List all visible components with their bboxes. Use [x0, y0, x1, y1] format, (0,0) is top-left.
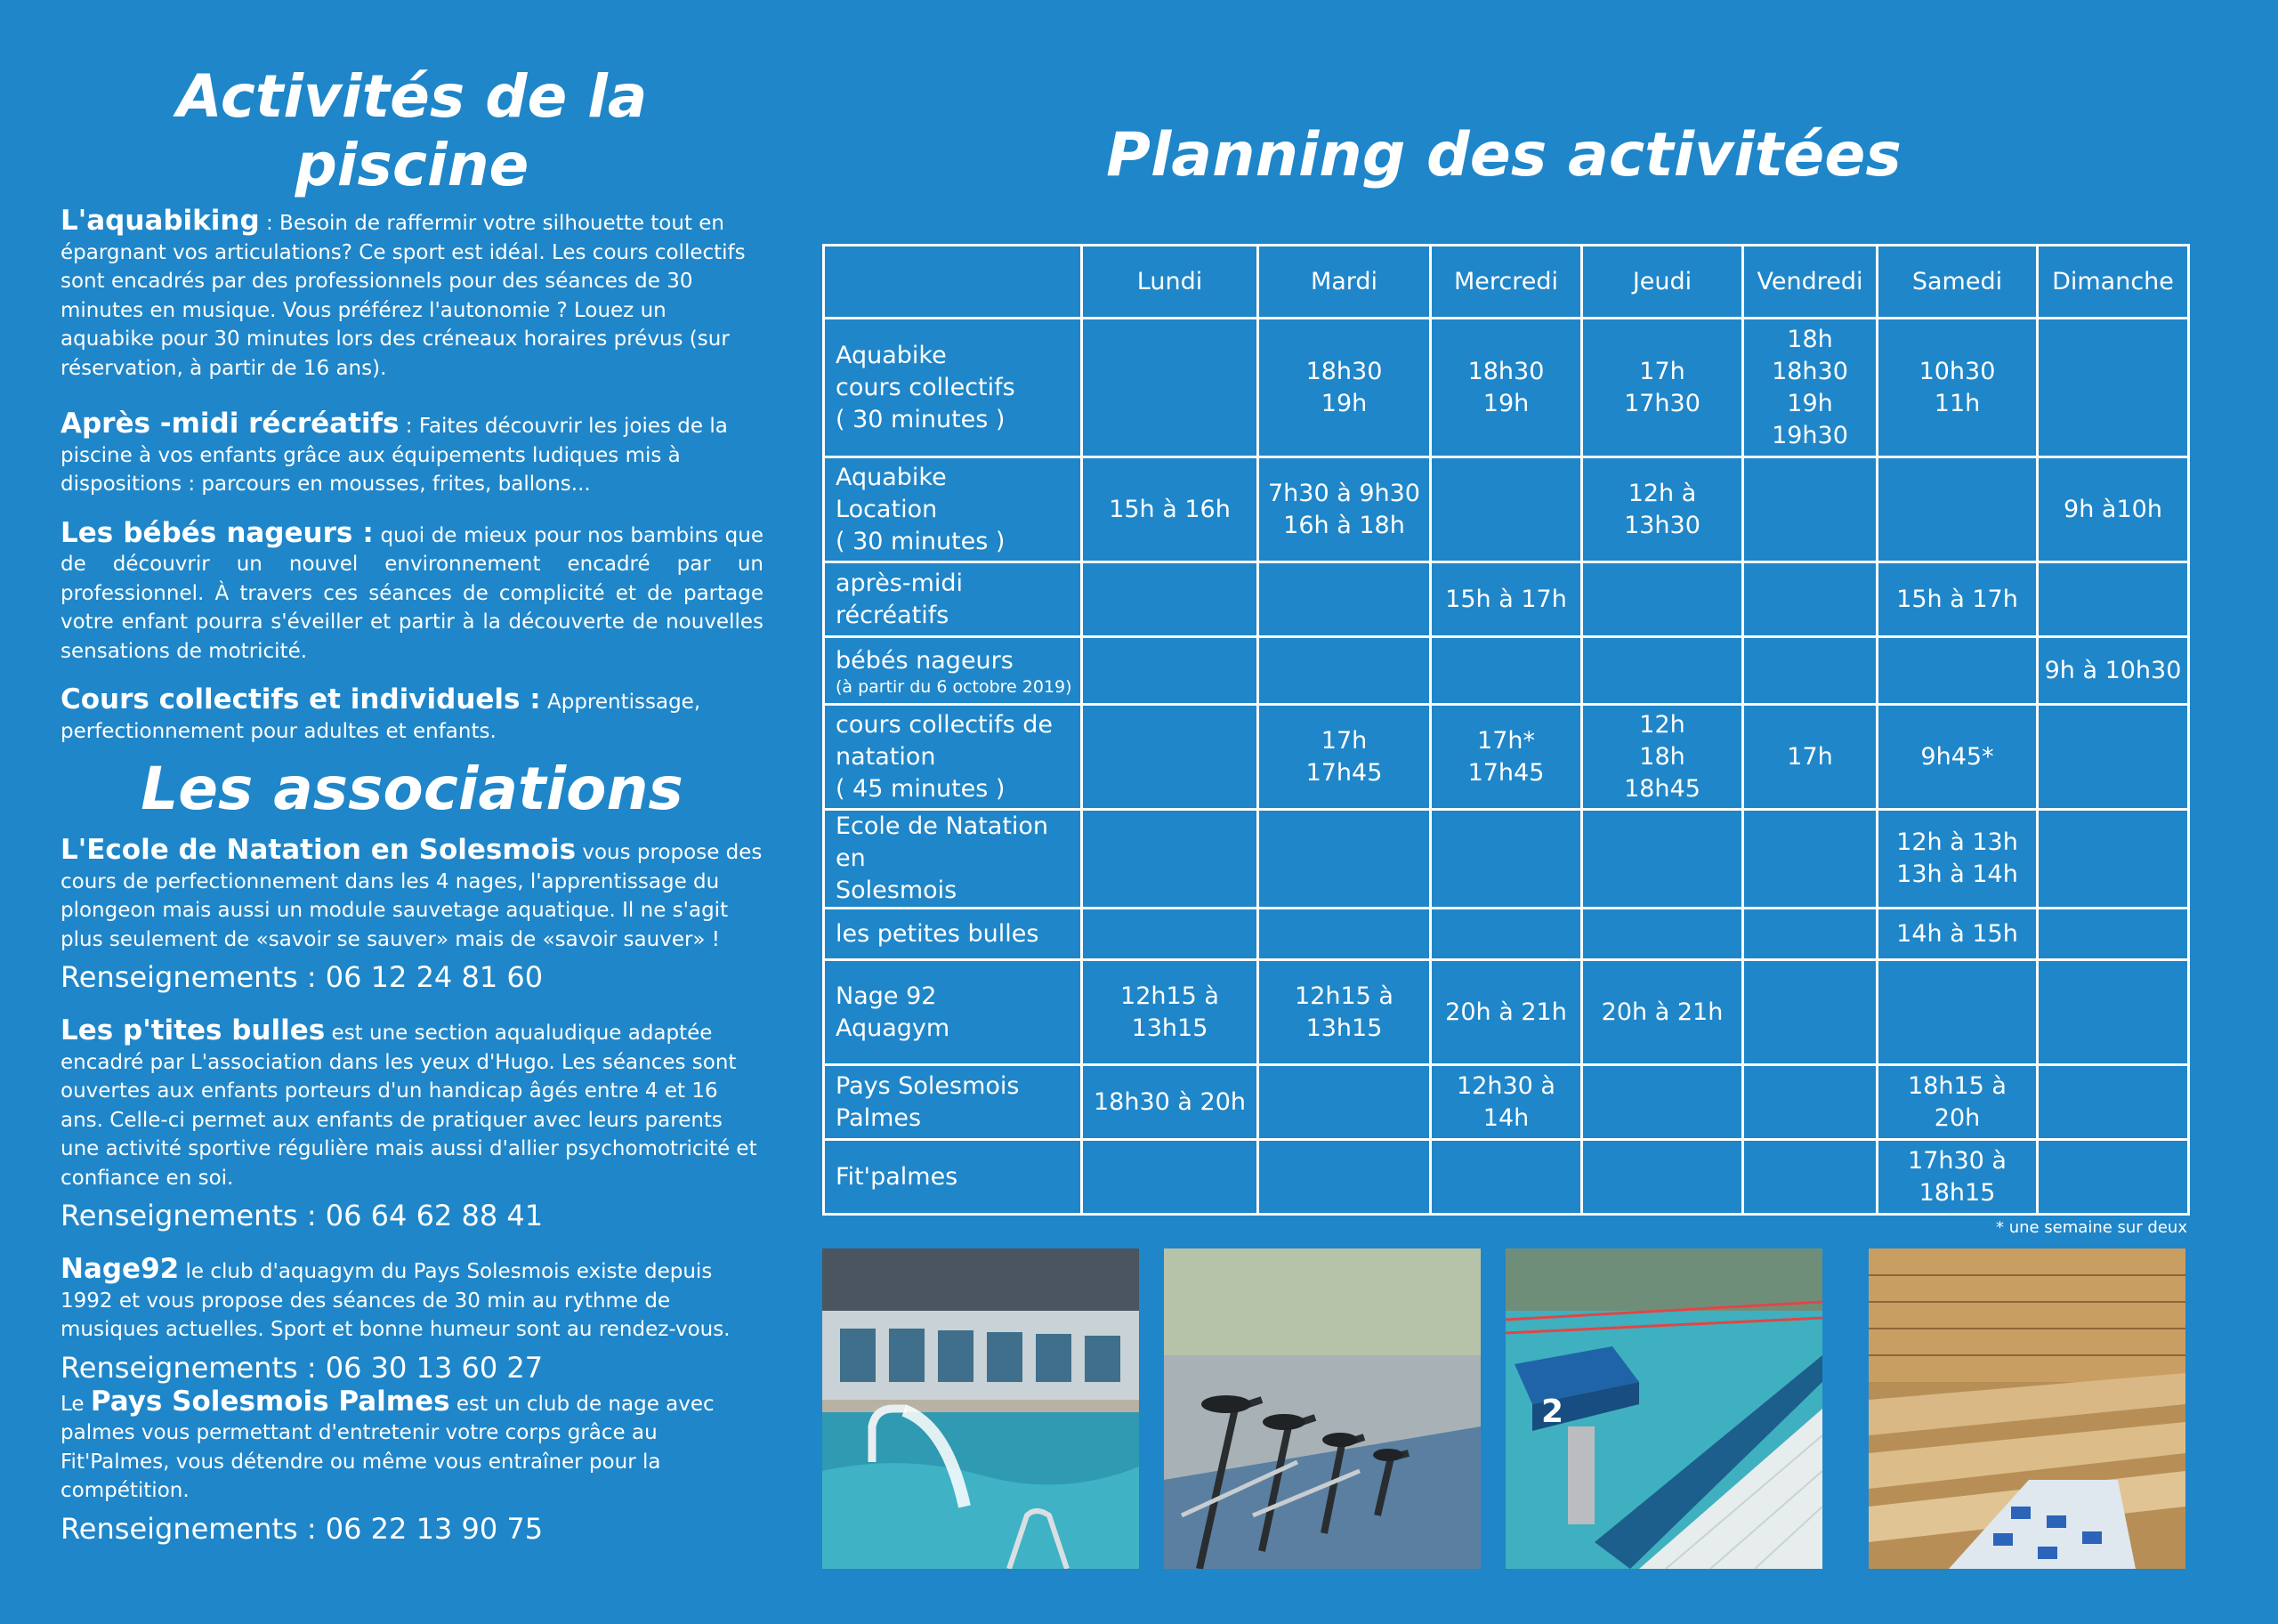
planning-row: [824, 319, 2189, 457]
schedule-cell: [1582, 1140, 1743, 1215]
schedule-cell: 18h 18h30 19h 19h30: [1743, 319, 1878, 457]
row-label: [824, 562, 1082, 637]
activity-text: : Besoin de raffermir votre silhouette tout en épargnant vos articulations? Ce sport est idéal. Les cours collectifs sont encadrés par des professionnels pour des séances de 30 minutes en musique. Vous préférez l'autonomie ? Louez un aquabike pour 30 minutes lors des créneaux horaires prévus (sur réservation, à partir de 16 ans).: [61, 212, 746, 380]
row-label: [824, 1065, 1082, 1140]
day-header: Mercredi: [1431, 246, 1582, 319]
planning-row: [824, 810, 2189, 909]
activity-aquabiking: [61, 206, 763, 383]
schedule-cell: [2038, 960, 2189, 1065]
association-lead: Nage92: [61, 1253, 180, 1285]
schedule-cell: [1878, 637, 2038, 705]
schedule-cell: [1431, 637, 1582, 705]
activity-bebes-nageurs: [61, 516, 763, 667]
day-header: Samedi: [1878, 246, 2038, 319]
schedule-cell: [1582, 637, 1743, 705]
activities-title: Activités de la piscine: [176, 62, 648, 199]
schedule-cell: [1743, 562, 1878, 637]
day-header: Jeudi: [1582, 246, 1743, 319]
schedule-cell: 12h15 à 13h15: [1082, 960, 1258, 1065]
schedule-cell: 15h à 16h: [1082, 457, 1258, 562]
activity-text: : Faites découvrir les joies de la piscine à vos enfants grâce aux équipements ludiques mis à dispositions : parcours en mousses, frites, ballons...: [61, 415, 728, 496]
row-label-subtext: (à partir du 6 octobre 2019): [836, 676, 1072, 697]
activities-column: [61, 62, 763, 1548]
schedule-cell: 18h30 à 20h: [1082, 1065, 1258, 1140]
row-label-text: les petites bulles: [836, 919, 1039, 948]
schedule-cell: [1082, 705, 1258, 810]
planning-title: Planning des activitées: [1106, 120, 1902, 190]
schedule-cell: [1258, 1140, 1431, 1215]
svg-text:2: 2: [1541, 1394, 1564, 1430]
schedule-cell: 18h15 à 20h: [1878, 1065, 2038, 1140]
row-label-text: Aquabike cours collectifs ( 30 minutes ): [836, 341, 1015, 433]
schedule-cell: 12h à 13h30: [1582, 457, 1743, 562]
schedule-cell: [1743, 909, 1878, 960]
activity-text: Apprentissage, perfectionnement pour adultes et enfants.: [61, 691, 701, 743]
schedule-cell: 14h à 15h: [1878, 909, 2038, 960]
association-lead: Les p'tites bulles: [61, 1014, 326, 1046]
association-palmes: [61, 1387, 763, 1506]
schedule-cell: [1258, 909, 1431, 960]
schedule-cell: [1082, 319, 1258, 457]
schedule-cell: [2038, 562, 2189, 637]
row-label: [824, 909, 1082, 960]
planning-header-row: [824, 246, 2189, 319]
activity-lead: Cours collectifs et individuels :: [61, 683, 541, 715]
row-label: [824, 457, 1082, 562]
aquabike-photo: [1164, 1248, 1481, 1569]
planning-row: [824, 1140, 2189, 1215]
schedule-cell: [1582, 562, 1743, 637]
schedule-cell: [1258, 637, 1431, 705]
schedule-cell: 9h à 10h30: [2038, 637, 2189, 705]
activity-text: quoi de mieux pour nos bambins que de découvrir un nouvel environnement encadré par un professionnel. À travers ces séances de complicité et de partage votre enfant pourra s'éveiller et partir à la découverte de nouvelles sensations de motricité.: [61, 523, 763, 663]
schedule-cell: [1743, 1065, 1878, 1140]
schedule-cell: [2038, 1140, 2189, 1215]
activity-recreatifs: [61, 409, 763, 499]
row-label-text: Fit'palmes: [836, 1162, 958, 1191]
schedule-cell: [1743, 810, 1878, 909]
row-label-text: après-midi récréatifs: [836, 569, 964, 629]
schedule-cell: [1431, 1140, 1582, 1215]
row-label: [824, 319, 1082, 457]
association-ecole-natation: [61, 836, 763, 954]
row-label: [824, 637, 1082, 705]
associations-title: Les associations: [141, 755, 683, 823]
schedule-cell: [1082, 562, 1258, 637]
header-corner: [824, 246, 1082, 319]
association-text: est un club de nage avec palmes vous permettant d'entretenir votre corps grâce au Fit'Palmes, vous détendre ou même vous entraîner pour la compétition.: [61, 1392, 715, 1502]
association-text: est une section aqualudique adaptée encadré par L'association dans les yeux d'Hugo. Les séances sont ouvertes aux enfants porteurs d'un handicap âgés entre 4 et 16 ans. Celle-ci permet aux enfants de pratiquer avec leurs parents une activité sportive régulière mais aussi d'allier psychomotricité et confiance en soi.: [61, 1022, 757, 1190]
schedule-cell: 15h à 17h: [1878, 562, 2038, 637]
schedule-cell: [1431, 909, 1582, 960]
schedule-cell: [1431, 810, 1582, 909]
day-header: Lundi: [1082, 246, 1258, 319]
schedule-cell: [1582, 810, 1743, 909]
association-ptites-bulles: [61, 1016, 763, 1192]
planning-row: [824, 457, 2189, 562]
schedule-cell: [1082, 909, 1258, 960]
planning-row: [824, 562, 2189, 637]
association-phone: Renseignements : 06 64 62 88 41: [61, 1199, 544, 1232]
association-prefix: Le: [61, 1392, 91, 1416]
schedule-cell: [1431, 457, 1582, 562]
schedule-cell: 18h30 19h: [1431, 319, 1582, 457]
activity-lead: Les bébés nageurs :: [61, 516, 374, 549]
schedule-cell: 17h* 17h45: [1431, 705, 1582, 810]
schedule-cell: [1743, 457, 1878, 562]
schedule-cell: [1082, 1140, 1258, 1215]
schedule-cell: 12h à 13h 13h à 14h: [1878, 810, 2038, 909]
schedule-cell: [1582, 909, 1743, 960]
day-header: Vendredi: [1743, 246, 1878, 319]
day-header: Mardi: [1258, 246, 1431, 319]
schedule-cell: [1878, 457, 2038, 562]
schedule-cell: [1582, 1065, 1743, 1140]
planning-row: [824, 960, 2189, 1065]
activity-cours-collectifs: [61, 685, 763, 746]
schedule-cell: 7h30 à 9h30 16h à 18h: [1258, 457, 1431, 562]
schedule-cell: [1878, 960, 2038, 1065]
schedule-cell: [1743, 960, 1878, 1065]
row-label-text: Nage 92 Aquagym: [836, 982, 950, 1042]
schedule-cell: [2038, 705, 2189, 810]
schedule-cell: [1743, 1140, 1878, 1215]
schedule-cell: [2038, 810, 2189, 909]
planning-row: [824, 705, 2189, 810]
day-header: Dimanche: [2038, 246, 2189, 319]
row-label: [824, 705, 1082, 810]
association-phone: Renseignements : 06 12 24 81 60: [61, 960, 544, 994]
planning-row: [824, 637, 2189, 705]
schedule-cell: 12h 18h 18h45: [1582, 705, 1743, 810]
schedule-cell: [1082, 637, 1258, 705]
schedule-cell: 17h: [1743, 705, 1878, 810]
schedule-cell: [1258, 1065, 1431, 1140]
schedule-cell: [2038, 1065, 2189, 1140]
schedule-cell: [2038, 319, 2189, 457]
planning-row: [824, 909, 2189, 960]
planning-body: [824, 319, 2189, 1215]
planning-table: [822, 244, 2190, 1216]
association-text: le club d'aquagym du Pays Solesmois existe depuis 1992 et vous propose des séances de 30 min au rythme de musiques actuelles. Sport et bonne humeur sont au rendez-vous.: [61, 1260, 731, 1341]
schedule-cell: 9h45*: [1878, 705, 2038, 810]
schedule-cell: 12h30 à 14h: [1431, 1065, 1582, 1140]
association-text: vous propose des cours de perfectionnement dans les 4 nages, l'apprentissage du plongeon mais aussi un module sauvetage aquatique. Il ne s'agit plus seulement de «savoir se sauver» mais de «savoir sauver» !: [61, 841, 763, 951]
row-label-text: bébés nageurs: [836, 646, 1014, 675]
association-lead: L'Ecole de Natation en Solesmois: [61, 834, 577, 866]
schedule-cell: 18h30 19h: [1258, 319, 1431, 457]
association-lead: Pays Solesmois Palmes: [90, 1385, 450, 1418]
diving-block-photo: [1506, 1248, 1822, 1569]
row-label-text: Pays Solesmois Palmes: [836, 1071, 1020, 1132]
association-phone: Renseignements : 06 22 13 90 75: [61, 1511, 544, 1546]
schedule-cell: 15h à 17h: [1431, 562, 1582, 637]
row-label: [824, 960, 1082, 1065]
schedule-cell: 20h à 21h: [1582, 960, 1743, 1065]
schedule-cell: [1743, 637, 1878, 705]
schedule-cell: [1082, 810, 1258, 909]
schedule-cell: 12h15 à 13h15: [1258, 960, 1431, 1065]
association-nage92: [61, 1255, 763, 1345]
row-label: [824, 810, 1082, 909]
row-label-text: Aquabike Location ( 30 minutes ): [836, 463, 1006, 555]
activity-lead: L'aquabiking: [61, 205, 260, 237]
schedule-cell: [1258, 562, 1431, 637]
association-phone: Renseignements : 06 30 13 60 27: [61, 1350, 544, 1385]
sauna-photo: [1869, 1248, 2185, 1569]
schedule-cell: [1258, 810, 1431, 909]
row-label-text: Ecole de Natation en Solesmois: [836, 812, 1049, 904]
schedule-cell: 17h 17h30: [1582, 319, 1743, 457]
schedule-cell: [2038, 909, 2189, 960]
footnote: * une semaine sur deux: [1995, 1218, 2187, 1237]
activity-lead: Après -midi récréatifs: [61, 408, 400, 440]
row-label-text: cours collectifs de natation ( 45 minutes ): [836, 710, 1054, 803]
schedule-cell: 20h à 21h: [1431, 960, 1582, 1065]
schedule-cell: 9h à10h: [2038, 457, 2189, 562]
schedule-cell: 17h30 à 18h15: [1878, 1140, 2038, 1215]
planning-row: [824, 1065, 2189, 1140]
row-label: [824, 1140, 1082, 1215]
schedule-cell: 10h30 11h: [1878, 319, 2038, 457]
schedule-cell: 17h 17h45: [1258, 705, 1431, 810]
pool-fountain-photo: [822, 1248, 1139, 1569]
